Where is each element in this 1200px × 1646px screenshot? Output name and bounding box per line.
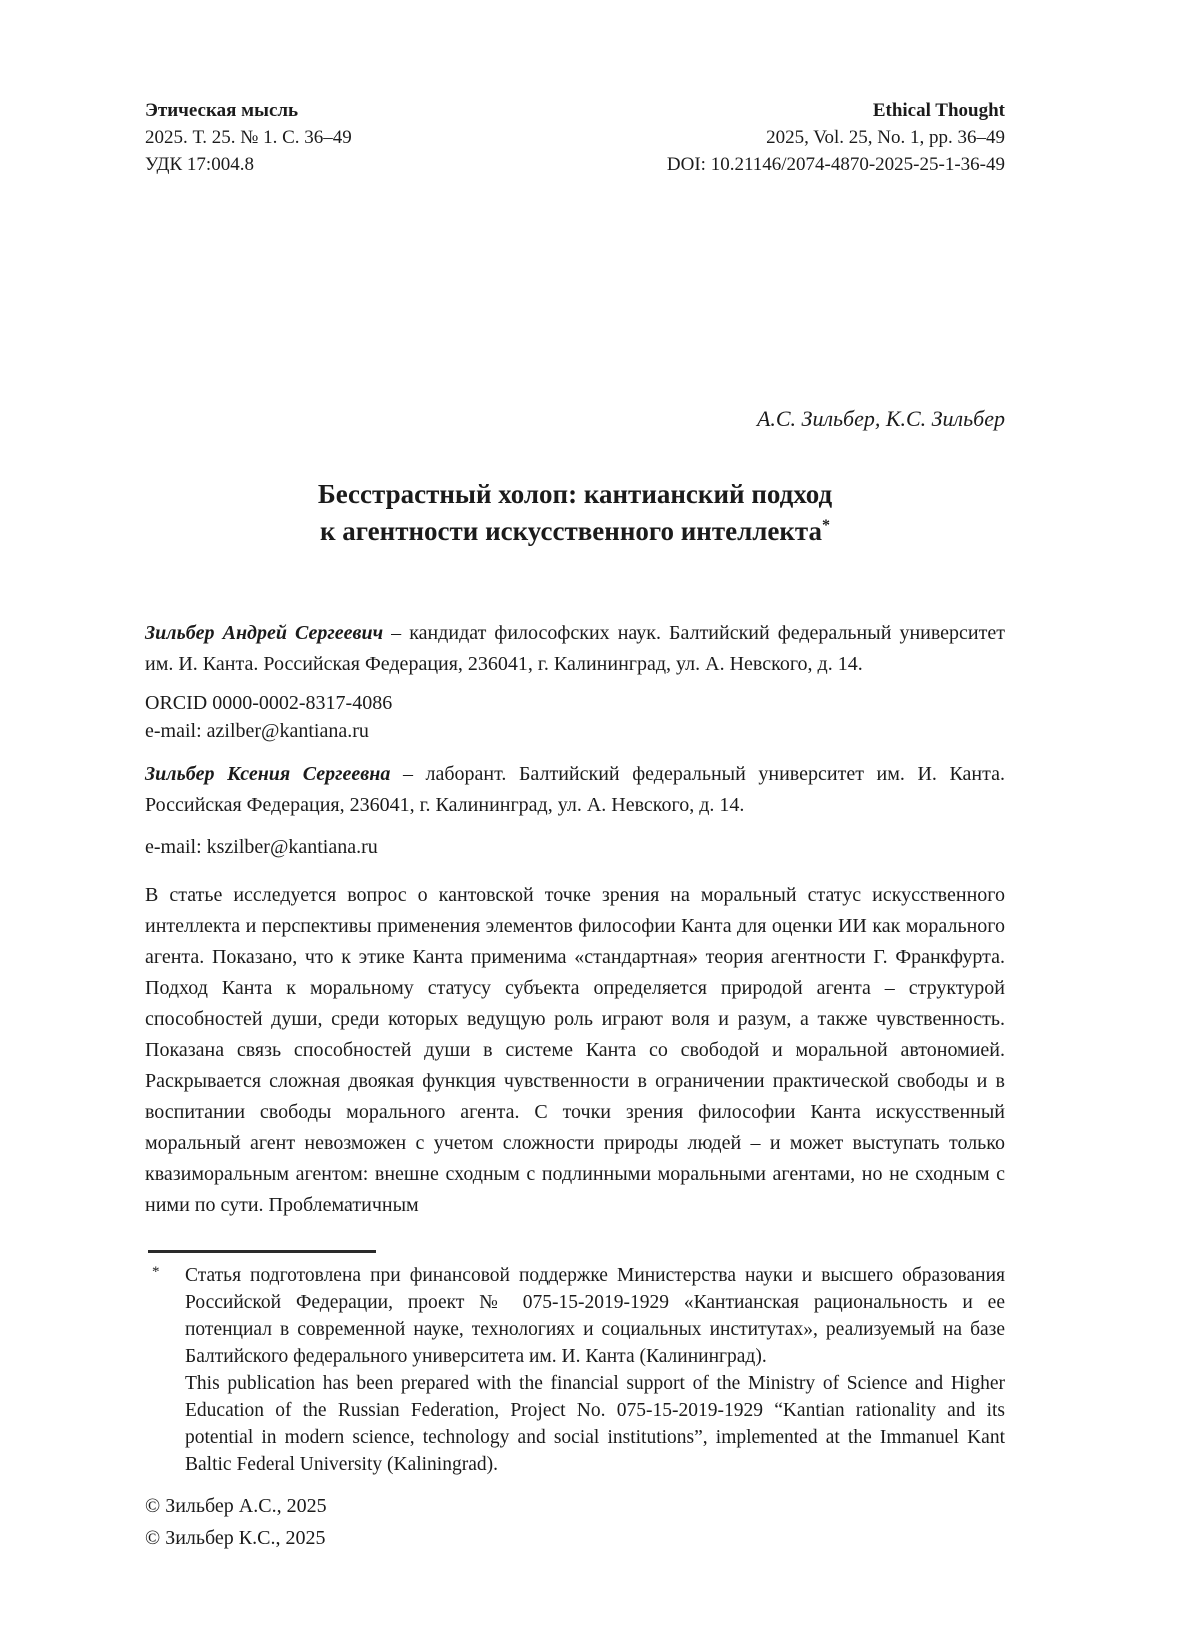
- title-footnote-marker: *: [822, 517, 831, 534]
- abstract-text: В статье исследуется вопрос о кантовской точке зрения на моральный статус искусственного интеллекта и перспективы применения элементов философии Канта для оценки ИИ как морального агента. Показано, что к этике Канта применима «стандартная» теория агентности Г. Франкфурта. Подход Канта к моральному статусу субъекта определяется природой агента – структурой способностей души, среди которых ведущую роль играют воля и разум, а также чувственность. Показана связь способностей души в системе Канта со свободой и моральной автономией. Раскрывается сложная двоякая функция чувственности в ограничении практической свободы и в воспитании свободы морального агента. С точки зрения философии Канта искусственный моральный агент невозможен с учетом сложности природы людей – и может выступать только квазиморальным агентом: внешне сходным с подлинными моральными агентами, но не сходным с ними по сути. Проблематичным: [145, 884, 1005, 1216]
- journal-title-ru: Этическая мысль: [145, 100, 299, 121]
- title-line-1: Бесстрастный холоп: кантианский подход: [317, 479, 833, 509]
- authors-line: А.С. Зильбер, К.С. Зильбер: [756, 406, 1005, 431]
- journal-header-en: [667, 97, 1005, 178]
- page-content: [145, 0, 1005, 1554]
- author-2-affiliation: [145, 759, 1005, 821]
- paper-title: [145, 476, 1005, 550]
- author-1-name: Зильбер Андрей Сергеевич: [145, 622, 384, 644]
- author-2-contacts: [145, 833, 1005, 861]
- copyright-line-2: © Зильбер К.С., 2025: [145, 1527, 326, 1549]
- udk-number: УДК 17:004.8: [145, 154, 254, 175]
- issue-info-en: 2025, Vol. 25, No. 1, pp. 36–49: [766, 127, 1005, 148]
- author-2-details: – лаборант. Балтийский федеральный университет им. И. Канта. Российская Федерация, 236041, г. Калининград, ул. А. Невского, д. 14.: [145, 763, 1005, 816]
- author-1-affiliation: [145, 618, 1005, 680]
- author-1-contacts: [145, 689, 1005, 745]
- footnote-text-en: This publication has been prepared with the financial support of the Ministry of Science and Higher Education of the Russian Federation, Project No. 075-15-2019-1929 “Kantian rationality and its potential in modern science, technology and social institutions”, implemented at the Immanuel Kant Baltic Federal University (Kaliningrad).: [185, 1373, 1005, 1475]
- author-1-email: e-mail: azilber@kantiana.ru: [145, 720, 369, 742]
- title-line-2: к агентности искусственного интеллекта: [319, 516, 823, 546]
- journal-header: [145, 97, 1005, 178]
- copyright-block: [145, 1490, 1005, 1554]
- copyright-line-1: © Зильбер А.С., 2025: [145, 1495, 327, 1517]
- author-2-name: Зильбер Ксения Сергеевна: [145, 763, 391, 785]
- author-1-details: – кандидат философских наук. Балтийский федеральный университет им. И. Канта. Российская Федерация, 236041, г. Калининград, ул. А. Невского, д. 14.: [145, 622, 1005, 675]
- journal-title-en: Ethical Thought: [872, 100, 1005, 121]
- journal-header-ru: [145, 97, 352, 178]
- issue-info-ru: 2025. Т. 25. № 1. С. 36–49: [145, 127, 352, 148]
- doi: DOI: 10.21146/2074-4870-2025-25-1-36-49: [666, 154, 1005, 175]
- footnote: [145, 1262, 1005, 1478]
- footnote-marker: *: [152, 1264, 160, 1280]
- author-1-orcid: ORCID 0000-0002-8317-4086: [145, 692, 393, 714]
- author-2-email: e-mail: kszilber@kantiana.ru: [145, 836, 378, 858]
- footnote-text-ru: Статья подготовлена при финансовой поддержке Министерства науки и высшего образования Российской Федерации, проект № 075-15-2019-1929 «Кантианская рациональность и ее потенциал в современной науке, технологиях и социальных институтах», реализуемый на базе Балтийского федерального университета им. И. Канта (Калининград).: [185, 1265, 1005, 1367]
- footnote-divider: [148, 1250, 376, 1253]
